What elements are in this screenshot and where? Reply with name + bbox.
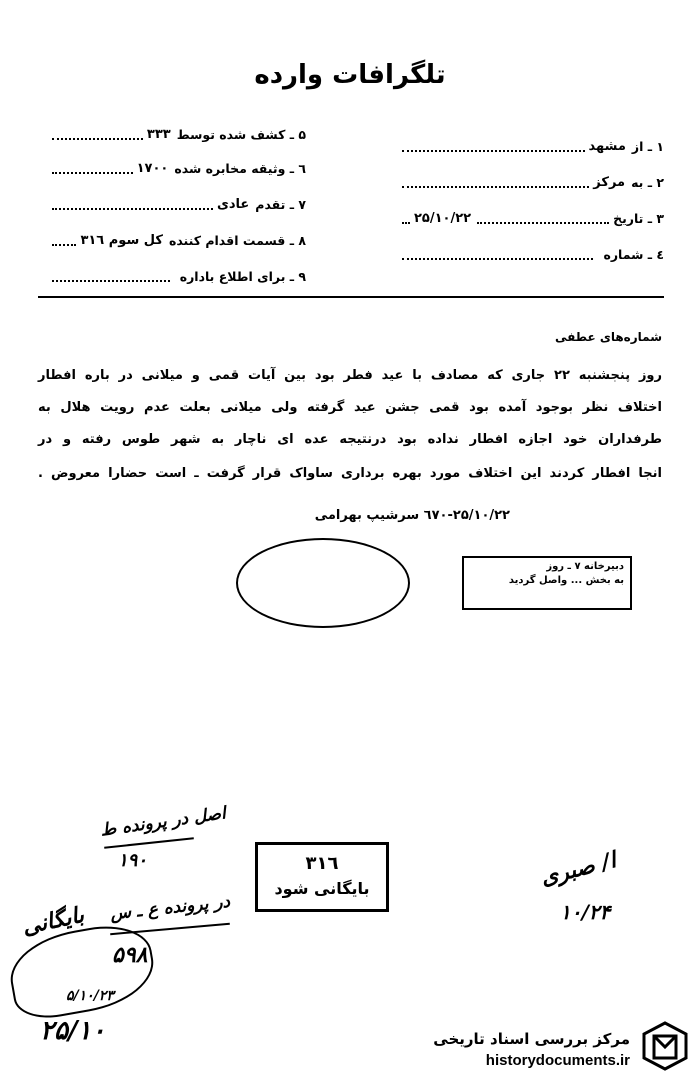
field-number	[402, 246, 664, 264]
watermark	[410, 1030, 630, 1074]
field-priority-value: عادی	[216, 197, 250, 212]
field-transmitted-doc-label: ٦ ـ وثیقه مخابره شده	[174, 161, 306, 176]
field-acting-section	[52, 232, 306, 250]
field-transmitted-doc-value: ۱۷۰۰	[136, 161, 169, 176]
field-from-value: مشهد	[588, 139, 626, 154]
watermark-logo-icon	[640, 1020, 690, 1072]
archive-stamp-number: ۳۱٦	[305, 853, 339, 874]
field-priority-label: ۷ ـ تقدم	[255, 197, 306, 212]
field-date-value: ۲۵/۱۰/۲۲	[414, 211, 472, 226]
handwritten-note-mid-number: ۵۹۸	[112, 942, 148, 968]
archive-stamp-text: بایگانی شود	[274, 879, 370, 898]
field-number-label: ٤ ـ شماره	[603, 247, 664, 262]
field-date-label: ۳ ـ تاریخ	[613, 211, 664, 226]
handwritten-date: ۵/۱۰/۲۳	[66, 988, 114, 1004]
handwritten-signature-right: ا/ صبری	[537, 847, 619, 891]
handwritten-note-top-number: ۱۹۰	[118, 850, 148, 871]
signature-line: ۲۵/۱۰/۲۲-٦۷۰ سرشیپ بهرامی	[314, 508, 510, 523]
receipt-stamp-line2: به بخش ... واصل گردید	[508, 575, 624, 586]
body-line-4: انجا افطار کردند این اختلاف مورد بهره برداری ساواک قرار گرفت ـ است حضارا معروض .	[38, 466, 662, 481]
field-decoded-by-value: ۳۳۳	[146, 127, 171, 142]
handwritten-underline-top	[104, 837, 194, 848]
field-to-value: مرکز	[593, 175, 626, 190]
document-title: تلگرافات وارده	[254, 60, 446, 90]
field-to	[402, 174, 664, 192]
field-acting-section-label: ۸ ـ قسمت اقدام کننده	[168, 233, 306, 248]
handwritten-date-2: ۲۵/۱۰	[40, 1016, 106, 1046]
body-line-3: طرفداران خود اجازه افطار نداده بود درنتیجه عده ای ناچار به شهر طوس رفته و در	[38, 432, 662, 447]
header-divider	[38, 296, 664, 298]
field-transmitted-doc	[52, 160, 306, 178]
handwritten-note-mid: در پرونده ع ـ س	[109, 891, 231, 925]
body-line-2: اختلاف نظر بوجود آمده بود قمی جشن عید گرفته ولی میلانی بعلت عدم رویت هلال به	[38, 400, 662, 415]
watermark-url: historydocuments.ir	[485, 1052, 630, 1069]
field-from	[402, 138, 664, 156]
field-to-label: ۲ ـ به	[631, 175, 664, 190]
receipt-stamp-line1: دبیرخانه ۷ ـ روز	[546, 561, 624, 572]
receipt-stamp	[462, 556, 632, 610]
field-info-department	[52, 268, 306, 286]
reference-numbers-label: شماره‌های عطفی	[554, 330, 662, 344]
handwritten-note-left: بایگانی	[19, 901, 87, 941]
field-acting-section-value: کل سوم ۳۱٦	[80, 233, 163, 248]
watermark-title: مرکز بررسی اسناد تاریخی	[433, 1030, 630, 1048]
field-date	[402, 210, 664, 228]
handwritten-date-right: ۱۰/۲۴	[560, 900, 611, 924]
field-priority	[52, 196, 306, 214]
oval-stamp	[236, 538, 410, 628]
body-line-1: روز پنجشنبه ۲۲ جاری که مصادف با عید فطر بود بین آیات قمی و میلانی در باره افطار	[38, 368, 662, 383]
field-info-department-label: ۹ ـ برای اطلاع باداره	[179, 269, 306, 284]
handwritten-note-top: اصل در پرونده ط	[99, 803, 227, 841]
archive-stamp	[255, 842, 389, 912]
field-from-label: ۱ ـ از	[631, 139, 664, 154]
field-decoded-by-label: ۵ ـ کشف شده توسط	[176, 127, 306, 142]
field-decoded-by	[52, 126, 306, 144]
